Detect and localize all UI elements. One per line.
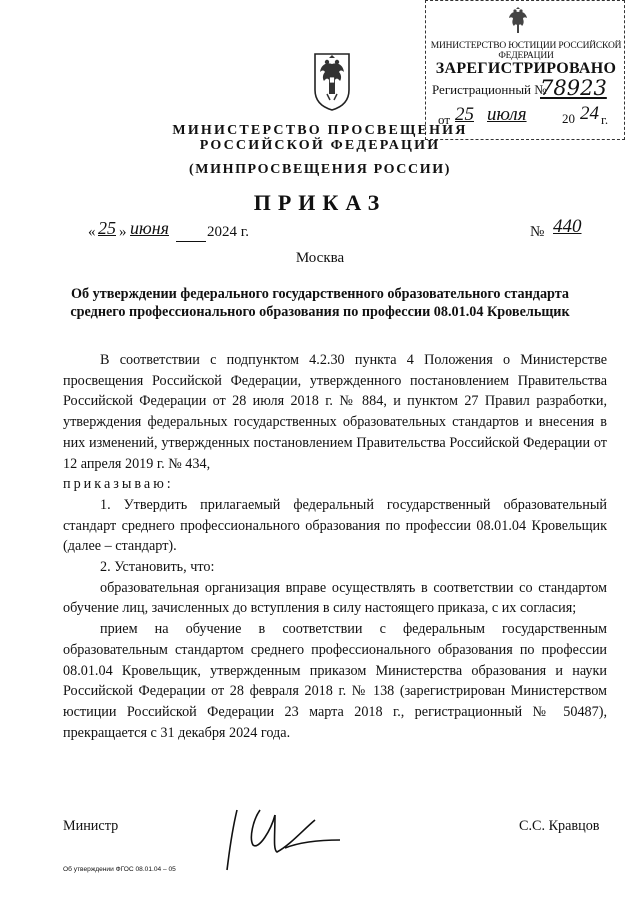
stamp-registered: ЗАРЕГИСТРИРОВАНО [435,60,617,77]
order-body [63,350,607,743]
stamp-date-label: от [438,112,451,127]
stamp-reg-number-label: Регистрационный № [432,82,547,97]
paragraph-item-2: 2. Установить, что: [100,559,215,576]
document-type: ПРИКАЗ [253,190,387,215]
date-quote-open: « [88,224,96,240]
order-title: Об утверждении федерального государственного образовательного стандарта среднего профессионального образования по профессии 08.01.04 Кровельщик [70,286,570,320]
paragraph-item-2-b: прием на обучение в соответствии с федеральным государственным образовательным стандартом среднего профессионального образования по профессии 08.01.04 Кровельщик, утвержденным приказом Министерства образования и науки Российской Федерации от 28 февраля 2018 г. № 138 (зарегистрирован Министерством юстиции Российской Федерации 23 марта 2018 г., регистрационный № 50487), прекращается с 31 декабря 2024 года. [63,621,607,741]
order-month: июня [130,218,169,238]
signatory-position: Министр [63,818,119,834]
order-city: Москва [295,250,345,266]
ministry-name-line1: МИНИСТЕРСТВО ПРОСВЕЩЕНИЯ [172,123,468,138]
signatory-name: С.С. Кравцов [519,818,600,834]
stamp-reg-number: 78923 [540,76,607,100]
ministry-name-line2: РОССИЙСКОЙ ФЕДЕРАЦИИ [199,138,441,153]
paragraph-item-1: 1. Утвердить прилагаемый федеральный государственный образовательный стандарт среднего профессионального образования по профессии 08.01.04 Кровельщик (далее – стандарт). [63,496,607,555]
order-day: 25 [98,218,116,238]
date-quote-close: » [119,224,127,240]
stamp-emblem-icon [505,6,531,36]
ministry-short-name: (МИНПРОСВЕЩЕНИЯ РОССИИ) [189,162,451,177]
paragraph-order-word: приказываю: [63,476,174,493]
stamp-year-handwritten: 24 [580,103,599,124]
stamp-ministry-of-justice: МИНИСТЕРСТВО ЮСТИЦИИ РОССИЙСКОЙ ФЕДЕРАЦИИ [430,41,622,61]
order-number-sign: № [530,224,545,240]
stamp-year-suffix: г. [601,112,609,127]
coat-of-arms-emblem [312,50,352,112]
paragraph-item-2-a: образовательная организация вправе осуществлять в соответствии со стандартом обучение лиц, зачисленных до вступления в силу настоящего приказа, с их согласия; [63,579,607,617]
stamp-year-prefix: 20 [562,111,575,126]
order-number: 440 [553,216,582,237]
order-year: 2024 г. [207,224,249,240]
footer-reference: Об утверждении ФГОС 08.01.04 – 05 [63,866,176,873]
stamp-day: 25 [455,104,474,125]
date-underline [176,241,206,242]
paragraph-basis: В соответствии с подпунктом 4.2.30 пункта 4 Положения о Министерстве просвещения Российской Федерации, утвержденного постановлением Правительства Российской Федерации от 28 июля 2018 г. № 884, и пунктом 27 Правил разработки, утверждения федеральных государственных образовательных стандартов и внесения в них изменений, утвержденных постановлением Правительства Российской Федерации от 12 апреля 2019 г. № 434, [63,352,607,472]
handwritten-signature [215,790,345,875]
stamp-month: июля [487,104,527,125]
